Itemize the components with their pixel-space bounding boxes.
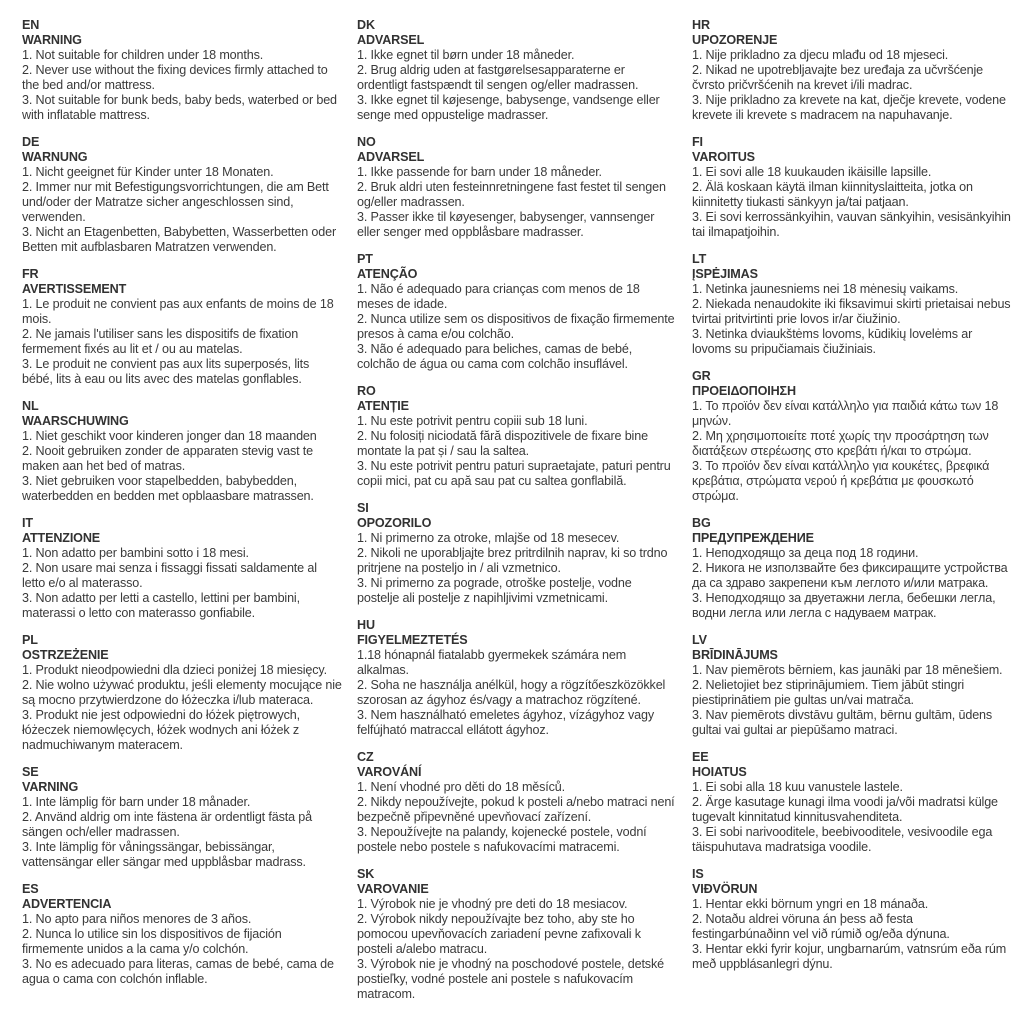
language-section (22, 18, 342, 123)
warning-item: 2. Soha ne használja anélkül, hogy a rögzítőeszközökkel szorosan az ágyhoz és/vagy a matrachoz rögzítené. (357, 678, 666, 707)
warning-item: 1. Nije prikladno za djecu mlađu od 18 mjeseci. (692, 48, 949, 62)
warning-title: VAROITUS (692, 150, 755, 164)
language-code-label: LT (692, 252, 707, 266)
warning-item: 3. Netinka dviaukštėms lovoms, kūdikių lovelėms ar lovoms su pripučiamais čiužiniais. (692, 327, 973, 356)
warning-item: 1. Não é adequado para crianças com menos de 18 meses de idade. (357, 282, 640, 311)
warning-item: 1. Nu este potrivit pentru copiii sub 18 luni. (357, 414, 588, 428)
language-section (692, 516, 1012, 621)
warning-item: 3. Το προϊόν δεν είναι κατάλληλο για κουκέτες, βρεφικά κρεβάτια, στρώματα νερού ή κρεβάτια με φουσκωτό στρώμα. (692, 459, 990, 503)
warning-item: 2. Nelietojiet bez stiprinājumiem. Tiem jābūt stingri piestiprinātiem pie gultas un/vai matrača. (692, 678, 965, 707)
language-code-label: RO (357, 384, 376, 398)
warning-item: 1. No apto para niños menores de 3 años. (22, 912, 252, 926)
warning-item: 3. Ikke egnet til køjesenge, babysenge, vandsenge eller senge med oppustelige madrasser. (357, 93, 660, 122)
language-code-label: DK (357, 18, 375, 32)
warning-title: WARNUNG (22, 150, 88, 164)
language-code-label: FR (22, 267, 39, 281)
warning-item: 1. Ei sovi alle 18 kuukauden ikäisille lapsille. (692, 165, 932, 179)
warning-item: 1. Hentar ekki börnum yngri en 18 mánaða. (692, 897, 929, 911)
warning-item: 2. Nie wolno używać produktu, jeśli elementy mocujące nie są mocno przytwierdzone do łóżeczka i/lub materaca. (22, 678, 342, 707)
warning-title: ATENÇÃO (357, 267, 418, 281)
warning-item: 3. Nav piemērots divstāvu gultām, bērnu gultām, ūdens gultai vai gultai ar piepūšamo matraci. (692, 708, 993, 737)
warning-item: 1. Ei sobi alla 18 kuu vanustele lastele. (692, 780, 903, 794)
language-code-label: NO (357, 135, 376, 149)
warning-title: FIGYELMEZTETÉS (357, 633, 468, 647)
warning-item: 2. Använd aldrig om inte fästena är ordentligt fästa på sängen och/eller madrassen. (22, 810, 312, 839)
warning-item: 2. Brug aldrig uden at fastgørelsesapparaterne er ordentligt fastspændt til sengen og/eller madrassen. (357, 63, 639, 92)
language-section (357, 867, 677, 1002)
warning-title: ADVERTENCIA (22, 897, 112, 911)
warning-item: 2. Immer nur mit Befestigungsvorrichtungen, die am Bett und/oder der Matratze sicher angeschlossen sind, verwenden. (22, 180, 329, 224)
warning-title: UPOZORENJE (692, 33, 778, 47)
language-code-label: GR (692, 369, 711, 383)
warning-item: 2. Älä koskaan käytä ilman kiinnityslaitteita, jotka on kiinnitetty tiukasti sänkyyn ja/tai patjaan. (692, 180, 973, 209)
warning-title: VARNING (22, 780, 79, 794)
warning-item: 1. Není vhodné pro děti do 18 měsíců. (357, 780, 565, 794)
warning-title: VAROVÁNÍ (357, 765, 422, 779)
language-code-label: SI (357, 501, 369, 515)
warning-item: 3. Ni primerno za pograde, otroške postelje, vodne postelje ali postelje z napihljivimi vzmetnicami. (357, 576, 632, 605)
warning-item: 2. Nunca lo utilice sin los dispositivos de fijación firmemente unidos a la cama y/o colchón. (22, 927, 282, 956)
warning-title: BRĪDINĀJUMS (692, 648, 778, 662)
warning-item: 2. Μη χρησιμοποιείτε ποτέ χωρίς την προσάρτηση των διατάξεων στερέωσης στο κρεβάτι ή/και το στρώμα. (692, 429, 989, 458)
warning-item: 3. Le produit ne convient pas aux lits superposés, lits bébé, lits à eau ou lits avec des matelas gonflables. (22, 357, 310, 386)
warning-item: 1. Produkt nieodpowiedni dla dzieci poniżej 18 miesięcy. (22, 663, 327, 677)
language-code-label: PT (357, 252, 373, 266)
warning-item: 3. Passer ikke til køyesenger, babysenger, vannsenger eller senger med oppblåsbare madrasser. (357, 210, 655, 239)
warning-item: 1. Nicht geeignet für Kinder unter 18 Monaten. (22, 165, 274, 179)
warning-title: VIÐVÖRUN (692, 882, 758, 896)
language-section (357, 618, 677, 738)
language-code-label: BG (692, 516, 711, 530)
language-section (22, 267, 342, 387)
warning-item: 3. Produkt nie jest odpowiedni do łóżek piętrowych, łóżeczek niemowlęcych, łóżek wodnych ani łóżek z nadmuchiwanym materacem. (22, 708, 300, 752)
warning-title: ПРЕДУПРЕЖДЕНИЕ (692, 531, 814, 545)
warning-item: 1. Niet geschikt voor kinderen jonger dan 18 maanden (22, 429, 317, 443)
warning-item: 1.18 hónapnál fiatalabb gyermekek számára nem alkalmas. (357, 648, 627, 677)
warning-item: 3. Výrobok nie je vhodný na poschodové postele, detské postieľky, vodné postele ani postele s nafukovacím matracom. (357, 957, 664, 1001)
warning-item: 3. Nepoužívejte na palandy, kojenecké postele, vodní postele nebo postele s nafukovacími matracemi. (357, 825, 647, 854)
warning-item: 3. Ei sobi narivooditele, beebivooditele, vesivoodile ega täispuhutava madratsiga voodile. (692, 825, 993, 854)
language-code-label: IT (22, 516, 33, 530)
language-section (692, 867, 1012, 972)
language-code-label: IS (692, 867, 704, 881)
warning-item: 1. Nav piemērots bērniem, kas jaunāki par 18 mēnešiem. (692, 663, 1003, 677)
language-section (692, 633, 1012, 738)
language-section (692, 750, 1012, 855)
language-code-label: EE (692, 750, 709, 764)
warning-item: 3. Não é adequado para beliches, camas de bebé, colchão de água ou cama com colchão insuflável. (357, 342, 633, 371)
language-code-label: ES (22, 882, 39, 896)
language-section (357, 252, 677, 372)
language-code-label: HU (357, 618, 375, 632)
warning-title: WAARSCHUWING (22, 414, 129, 428)
warning-item: 2. Nikdy nepoužívejte, pokud k posteli a/nebo matraci není bezpečně připevněné upevňovací zařízení. (357, 795, 675, 824)
warning-item: 3. Nije prikladno za krevete na kat, dječje krevete, vodene krevete ili krevete s madracem na napuhavanje. (692, 93, 1006, 122)
warning-item: 2. Ne jamais l'utiliser sans les dispositifs de fixation fermement fixés au lit et / ou au matelas. (22, 327, 299, 356)
language-section (357, 750, 677, 855)
warning-item: 1. Ikke egnet til børn under 18 måneder. (357, 48, 575, 62)
warning-item: 3. Inte lämplig för våningssängar, bebissängar, vattensängar eller sängar med uppblåsbar madrass. (22, 840, 306, 869)
warning-item: 1. Not suitable for children under 18 months. (22, 48, 264, 62)
language-code-label: SK (357, 867, 375, 881)
column-middle (357, 18, 677, 1002)
warning-item: 3. Nicht an Etagenbetten, Babybetten, Wasserbetten oder Betten mit aufblasbaren Matratzen verwenden. (22, 225, 337, 254)
warning-title: ADVARSEL (357, 150, 425, 164)
warning-title: VAROVANIE (357, 882, 429, 896)
language-section (22, 765, 342, 870)
warning-item: 2. Never use without the fixing devices firmly attached to the bed and/or mattress. (22, 63, 328, 92)
warning-item: 2. Nu folosiți niciodată fără dispozitivele de fixare bine montate la pat și / sau la saltea. (357, 429, 648, 458)
warning-item: 2. Niekada nenaudokite iki fiksavimui skirti prietaisai nebus tvirtai pritvirtinti prie lovos ir/ar čiužinio. (692, 297, 1011, 326)
language-section (22, 135, 342, 255)
language-section (357, 18, 677, 123)
warning-item: 3. Hentar ekki fyrir kojur, ungbarnarúm, vatnsrúm eða rúm með uppblásanlegri dýnu. (692, 942, 1007, 971)
warning-item: 2. Никога не използвайте без фиксиращите устройства да са здраво закрепени към леглото и/или матрака. (692, 561, 1008, 590)
language-code-label: LV (692, 633, 707, 647)
warning-title: ĮSPĖJIMAS (692, 267, 758, 281)
warning-item: 1. Το προϊόν δεν είναι κατάλληλο για παιδιά κάτω των 18 μηνών. (692, 399, 999, 428)
warning-item: 2. Non usare mai senza i fissaggi fissati saldamente al letto e/o al materasso. (22, 561, 317, 590)
warning-item: 3. Niet gebruiken voor stapelbedden, babybedden, waterbedden en bedden met opblaasbare matrassen. (22, 474, 314, 503)
warning-item: 2. Nikad ne upotrebljavajte bez uređaja za učvršćenje čvrsto pričvršćenih na krevet i/ili madrac. (692, 63, 983, 92)
language-section (692, 135, 1012, 240)
warning-item: 3. Non adatto per letti a castello, lettini per bambini, materassi o letto con materasso gonfiabile. (22, 591, 300, 620)
warning-title: AVERTISSEMENT (22, 282, 127, 296)
language-section (22, 516, 342, 621)
warning-item: 1. Неподходящо за деца под 18 години. (692, 546, 919, 560)
language-section (22, 633, 342, 753)
language-section (357, 135, 677, 240)
warning-title: ADVARSEL (357, 33, 425, 47)
language-section (692, 369, 1012, 504)
language-section (22, 882, 342, 987)
language-code-label: HR (692, 18, 710, 32)
warning-title: ATENȚIE (357, 399, 409, 413)
warning-item: 2. Výrobok nikdy nepoužívajte bez toho, aby ste ho pomocou upevňovacích zariadení pevne zafixovali k posteli a/alebo matracu. (357, 912, 641, 956)
language-code-label: NL (22, 399, 39, 413)
warning-item: 3. No es adecuado para literas, camas de bebé, cama de agua o cama con colchón inflable. (22, 957, 334, 986)
warning-title: WARNING (22, 33, 82, 47)
warning-item: 1. Ikke passende for barn under 18 måneder. (357, 165, 602, 179)
column-left (22, 18, 342, 1002)
warning-title: ATTENZIONE (22, 531, 101, 545)
warning-item: 1. Non adatto per bambini sotto i 18 mesi. (22, 546, 249, 560)
language-section (692, 18, 1012, 123)
language-code-label: SE (22, 765, 39, 779)
language-section (357, 384, 677, 489)
warning-title: ΠΡΟΕΙΔΟΠΟΙΗΣΗ (692, 384, 796, 398)
warning-title: OPOZORILO (357, 516, 432, 530)
language-section (357, 501, 677, 606)
multilingual-warning-sheet (22, 18, 1014, 1002)
language-section (22, 399, 342, 504)
warning-title: OSTRZEŻENIE (22, 648, 109, 662)
language-code-label: PL (22, 633, 38, 647)
warning-item: 3. Nem használható emeletes ágyhoz, vízágyhoz vagy felfújható matraccal ellátott ágyhoz. (357, 708, 655, 737)
warning-item: 3. Ei sovi kerrossänkyihin, vauvan sänkyihin, vesisänkyihin tai ilmapatjoihin. (692, 210, 1011, 239)
warning-item: 2. Ärge kasutage kunagi ilma voodi ja/või madratsi külge tugevalt kinnitatud kinnitusvahenditeta. (692, 795, 998, 824)
language-section (692, 252, 1012, 357)
warning-item: 3. Nu este potrivit pentru paturi supraetajate, paturi pentru copii mici, pat cu apă sau pat cu saltea gonflabilă. (357, 459, 671, 488)
warning-item: 2. Bruk aldri uten festeinnretningene fast festet til sengen og/eller madrassen. (357, 180, 666, 209)
warning-item: 1. Le produit ne convient pas aux enfants de moins de 18 mois. (22, 297, 334, 326)
warning-item: 1. Výrobok nie je vhodný pre deti do 18 mesiacov. (357, 897, 628, 911)
language-code-label: FI (692, 135, 703, 149)
warning-item: 3. Not suitable for bunk beds, baby beds, waterbed or bed with inflatable mattress. (22, 93, 337, 122)
warning-item: 1. Ni primerno za otroke, mlajše od 18 mesecev. (357, 531, 620, 545)
warning-item: 3. Неподходящо за двуетажни легла, бебешки легла, водни легла или легла с надуваем матрак. (692, 591, 996, 620)
warning-item: 2. Notaðu aldrei vöruna án þess að festa festingarbúnaðinn vel við rúmið og/eða dýnuna. (692, 912, 950, 941)
warning-item: 1. Inte lämplig för barn under 18 månader. (22, 795, 251, 809)
warning-item: 1. Netinka jaunesniems nei 18 mėnesių vaikams. (692, 282, 959, 296)
language-code-label: EN (22, 18, 40, 32)
warning-item: 2. Nunca utilize sem os dispositivos de fixação firmemente presos à cama e/ou colchão. (357, 312, 675, 341)
language-code-label: DE (22, 135, 40, 149)
warning-item: 2. Nikoli ne uporabljajte brez pritrdilnih naprav, ki so trdno pritrjene na posteljo in / ali vzmetnico. (357, 546, 668, 575)
column-right (692, 18, 1012, 1002)
language-code-label: CZ (357, 750, 374, 764)
warning-item: 2. Nooit gebruiken zonder de apparaten stevig vast te maken aan het bed of matras. (22, 444, 313, 473)
warning-title: HOIATUS (692, 765, 747, 779)
